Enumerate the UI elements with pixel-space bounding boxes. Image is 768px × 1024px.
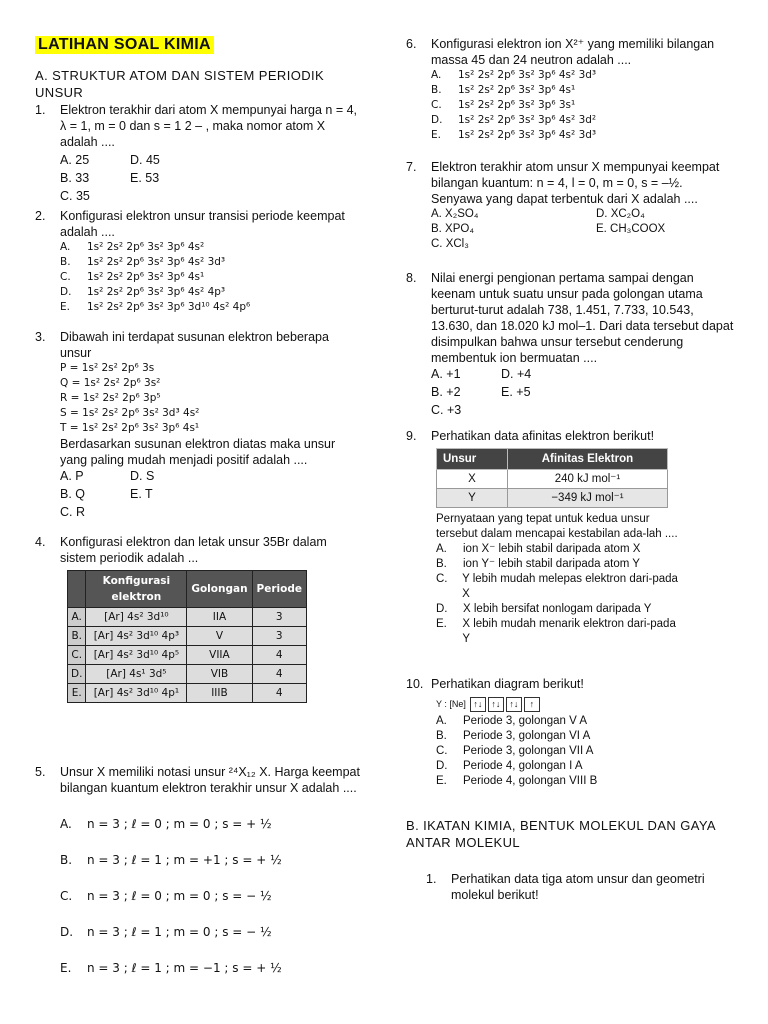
orbital-boxes: [470, 695, 542, 712]
question-number: 4.: [35, 535, 46, 549]
option-key: C.: [436, 745, 448, 757]
option: [60, 888, 272, 904]
option: [60, 255, 360, 270]
option-text: ion Y⁻ lebih stabil daripada atom Y: [463, 558, 640, 570]
table-cell: [Ar] 4s² 3d¹⁰ 4p¹: [86, 684, 187, 703]
table-cell: VIIA: [187, 646, 252, 665]
option: [431, 128, 736, 143]
question-text: Konfigurasi elektron dan letak unsur 35Br dalam sistem periodik adalah ...: [60, 535, 327, 565]
option: E. +5: [501, 385, 531, 399]
option: [60, 960, 282, 976]
table-cell: E.: [68, 684, 86, 703]
question-text: Elektron terakhir atom unsur X mempunyai keempat bilangan kuantum: n = 4, l = 0, m = 0, s = –½. Senyawa yang dapat terbentuk dari X adalah ....: [431, 160, 720, 206]
option-text: n = 3 ; ℓ = 0 ; m = 0 ; s = − ½: [87, 889, 272, 903]
option-key: E.: [60, 301, 70, 313]
table-header: Periode: [252, 571, 306, 608]
question-text: Perhatikan data afinitas elektron berikut!: [431, 429, 655, 443]
option-text: 1s² 2s² 2p⁶ 3s² 3p⁶ 4s² 3d²: [458, 114, 597, 126]
table-cell: V: [187, 627, 252, 646]
option-key: A.: [60, 241, 71, 253]
option-text: X lebih mudah menarik elektron dari-pada Y: [462, 618, 676, 645]
option: A. 25: [60, 153, 90, 167]
table-cell: B.: [68, 627, 86, 646]
option: [436, 729, 736, 744]
option-key: C.: [431, 99, 442, 111]
table-cell: [Ar] 4s² 3d¹⁰ 4p³: [86, 627, 187, 646]
option: C. R: [60, 505, 85, 519]
question-number: 6.: [406, 37, 417, 51]
table-row: [437, 489, 668, 508]
option-key: E.: [436, 775, 447, 787]
section-a-heading: A. STRUKTUR ATOM DAN SISTEM PERIODIK UNSUR: [35, 68, 325, 100]
option: B. XPO₄: [431, 223, 475, 235]
option: C. XCl₃: [431, 238, 469, 250]
option: [436, 572, 681, 602]
question-b1: [426, 871, 731, 903]
option: [60, 270, 360, 285]
option: [596, 237, 736, 252]
option-key: E.: [60, 961, 72, 975]
option: C. +3: [431, 403, 462, 417]
option: [436, 744, 736, 759]
question-7: [406, 159, 736, 252]
option-key: A.: [60, 817, 72, 831]
option: [60, 285, 360, 300]
option-text: 1s² 2s² 2p⁶ 3s² 3p⁶ 4s¹: [458, 84, 576, 96]
table-cell: 3: [252, 608, 306, 627]
option-text: 1s² 2s² 2p⁶ 3s² 3p⁶ 4s² 4p³: [87, 286, 226, 298]
table-cell: 3: [252, 627, 306, 646]
option-key: D.: [60, 286, 72, 298]
option: [501, 402, 571, 418]
option: D. 45: [130, 153, 160, 167]
configs: [60, 361, 360, 436]
orbital-box: ↑↓: [488, 697, 504, 712]
option: B. Q: [60, 487, 86, 501]
table-cell: 240 kJ mol⁻¹: [507, 470, 667, 489]
option: B. +2: [431, 385, 461, 399]
table-cell: Y: [437, 489, 508, 508]
table-row: [68, 646, 307, 665]
table-header: [68, 571, 86, 608]
option: [431, 68, 736, 83]
option-key: A.: [436, 543, 447, 555]
question-number: 9.: [406, 429, 417, 443]
table-cell: D.: [68, 665, 86, 684]
option: C. 35: [60, 189, 90, 203]
question-9: [406, 428, 736, 647]
option-text: 1s² 2s² 2p⁶ 3s² 3p⁶ 3d¹⁰ 4s² 4p⁶: [87, 301, 251, 313]
table-row: [68, 627, 307, 646]
table-cell: 4: [252, 665, 306, 684]
option: E. CH₃COOX: [596, 223, 666, 235]
table-row: [68, 665, 307, 684]
option-key: C.: [60, 271, 71, 283]
question-number: 7.: [406, 160, 417, 174]
option-text: 1s² 2s² 2p⁶ 3s² 3p⁶ 4s² 3d³: [458, 69, 597, 81]
question-8: [406, 270, 736, 418]
options: [436, 714, 736, 789]
option: [60, 924, 272, 940]
option-key: E.: [431, 129, 441, 141]
option-text: 1s² 2s² 2p⁶ 3s² 3p⁶ 4s² 3d³: [87, 256, 226, 268]
option-text: Periode 3, golongan VII A: [463, 745, 594, 757]
table-row: [437, 470, 668, 489]
option-key: D.: [436, 603, 448, 615]
option: [431, 98, 736, 113]
question-2: [35, 208, 360, 315]
question-text: Unsur X memiliki notasi unsur ²⁴X₁₂ X. Harga keempat bilangan kuantum elektron terakhir unsur X adalah ....: [60, 765, 360, 795]
config-table: [67, 570, 307, 703]
option-text: Y lebih mudah melepas elektron dari-pada X: [462, 573, 678, 600]
question-text: Konfigurasi elektron unsur transisi periode keempat adalah ....: [60, 209, 345, 239]
table-header: Afinitas Elektron: [507, 449, 667, 470]
option-text: Periode 4, golongan I A: [463, 760, 583, 772]
option: [431, 113, 736, 128]
option-text: n = 3 ; ℓ = 1 ; m = +1 ; s = + ½: [87, 853, 282, 867]
question-number: 5.: [35, 765, 46, 779]
option: [130, 188, 200, 204]
option-text: Periode 3, golongan VI A: [463, 730, 591, 742]
option-key: B.: [436, 730, 447, 742]
option-key: C.: [60, 889, 73, 903]
option: [60, 816, 272, 832]
option: [60, 300, 360, 315]
option: A. X₂SO₄: [431, 208, 479, 220]
orbital-diagram: [436, 695, 736, 712]
question-4: [35, 534, 360, 703]
option-key: B.: [431, 84, 442, 96]
table-cell: VIB: [187, 665, 252, 684]
option: D. +4: [501, 367, 532, 381]
options: [431, 68, 736, 143]
options: [60, 240, 360, 315]
orbital-box: ↑↓: [506, 697, 522, 712]
option-text: 1s² 2s² 2p⁶ 3s² 3p⁶ 4s² 3d³: [458, 129, 597, 141]
option: [436, 759, 736, 774]
table-row: [68, 608, 307, 627]
options: [431, 207, 736, 252]
option: D. S: [130, 469, 155, 483]
option: [431, 83, 736, 98]
option: T = 1s² 2s² 2p⁶ 3s² 3p⁶ 4s¹: [60, 422, 200, 434]
option: R = 1s² 2s² 2p⁶ 3p⁵: [60, 392, 161, 404]
page-title: LATIHAN SOAL KIMIA: [35, 36, 214, 54]
option-key: E.: [436, 618, 447, 630]
table-header: Unsur: [437, 449, 508, 470]
question-text: Nilai energi pengionan pertama sampai dengan keenam untuk suatu unsur pada golongan utama berturut-turut adalah 738, 1.451, 7.733, 10.543, 13.630, dan 18.020 kJ mol–1. Dari data tersebut dapat disimpulkan bahwa unsur tersebut cenderung membentuk ion bermuatan ....: [431, 271, 734, 365]
table-cell: C.: [68, 646, 86, 665]
question-text-2: Berdasarkan susunan elektron diatas maka unsur yang paling mudah menjadi positif adalah ....: [60, 437, 336, 467]
option: [60, 240, 360, 255]
option: [436, 714, 736, 729]
table-cell: A.: [68, 608, 86, 627]
option: A. P: [60, 469, 84, 483]
table-cell: IIIB: [187, 684, 252, 703]
option-key: D.: [436, 760, 448, 772]
option: P = 1s² 2s² 2p⁶ 3s: [60, 362, 155, 374]
option-key: C.: [436, 573, 448, 585]
option-text: n = 3 ; ℓ = 1 ; m = 0 ; s = − ½: [87, 925, 272, 939]
option: A. +1: [431, 367, 461, 381]
option-text: Periode 4, golongan VIII B: [463, 775, 598, 787]
option-key: A.: [436, 715, 447, 727]
options: [60, 152, 360, 204]
table-header-row: [437, 449, 668, 470]
option: [436, 542, 681, 557]
option-text: n = 3 ; ℓ = 1 ; m = −1 ; s = + ½: [87, 961, 282, 975]
option: B. 33: [60, 171, 90, 185]
option: D. XC₂O₄: [596, 208, 645, 220]
option: [130, 504, 200, 520]
option-text: 1s² 2s² 2p⁶ 3s² 3p⁶ 4s¹: [87, 271, 205, 283]
option: E. 53: [130, 171, 160, 185]
option-text: n = 3 ; ℓ = 0 ; m = 0 ; s = + ½: [87, 817, 272, 831]
table-cell: [Ar] 4s² 3d¹⁰: [86, 608, 187, 627]
question-1: [35, 102, 360, 204]
option-text: 1s² 2s² 2p⁶ 3s² 3p⁶ 4s²: [87, 241, 205, 253]
option: E. T: [130, 487, 153, 501]
question-number: 8.: [406, 271, 417, 285]
option: [436, 557, 681, 572]
affinity-table: [436, 448, 668, 508]
table-header: Golongan: [187, 571, 252, 608]
option-text: X lebih bersifat nonlogam daripada Y: [463, 603, 652, 615]
question-text: Perhatikan data tiga atom unsur dan geometri molekul berikut!: [451, 872, 705, 902]
question-number: 3.: [35, 330, 46, 344]
options: [436, 542, 681, 647]
question-text: Dibawah ini terdapat susunan elektron beberapa unsur: [60, 330, 329, 360]
question-6: [406, 36, 736, 143]
option-text: Periode 3, golongan V A: [463, 715, 588, 727]
option: Q = 1s² 2s² 2p⁶ 3s²: [60, 377, 161, 389]
option: S = 1s² 2s² 2p⁶ 3s² 3d³ 4s²: [60, 407, 200, 419]
option-text: 1s² 2s² 2p⁶ 3s² 3p⁶ 3s¹: [458, 99, 576, 111]
question-number: 1.: [35, 103, 46, 117]
table-cell: 4: [252, 684, 306, 703]
option-key: B.: [436, 558, 447, 570]
table-cell: [Ar] 4s¹ 3d⁵: [86, 665, 187, 684]
orbital-box: ↑↓: [470, 697, 486, 712]
question-10: [406, 676, 736, 789]
option: [60, 852, 282, 868]
question-number: 10.: [406, 677, 424, 691]
table-header-row: [68, 571, 307, 608]
option-key: B.: [60, 853, 73, 867]
option-key: D.: [60, 925, 74, 939]
table-cell: IIA: [187, 608, 252, 627]
section-b-heading: B. IKATAN KIMIA, BENTUK MOLEKUL DAN GAYA ANTAR MOLEKUL: [406, 818, 716, 850]
option-key: A.: [431, 69, 442, 81]
table-header: Konfigurasi elektron: [86, 571, 187, 608]
options: [431, 366, 736, 418]
table-cell: −349 kJ mol⁻¹: [507, 489, 667, 508]
question-text-2: Pernyataan yang tepat untuk kedua unsur tersebut dalam mencapai kestabilan ada-lah ....: [436, 513, 678, 540]
option: [436, 602, 681, 617]
table-row: [68, 684, 307, 703]
question-3: [35, 329, 360, 520]
question-text: Elektron terakhir dari atom X mempunyai harga n = 4, λ = 1, m = 0 dan s = 1 2 – , maka nomor atom X adalah ....: [60, 103, 358, 149]
table-cell: 4: [252, 646, 306, 665]
option-text: ion X⁻ lebih stabil daripada atom X: [463, 543, 641, 555]
option: [436, 617, 681, 647]
option-key: B.: [60, 256, 71, 268]
option: [436, 774, 736, 789]
question-text: Perhatikan diagram berikut!: [431, 677, 584, 691]
question-text: Konfigurasi elektron ion X²⁺ yang memiliki bilangan massa 45 dan 24 neutron adalah ....: [431, 37, 715, 67]
table-cell: X: [437, 470, 508, 489]
question-5: [35, 764, 360, 994]
question-number: 2.: [35, 209, 46, 223]
option-key: D.: [431, 114, 443, 126]
orbital-box: ↑: [524, 697, 540, 712]
options: [60, 468, 360, 520]
question-number: 1.: [426, 872, 437, 886]
table-cell: [Ar] 4s² 3d¹⁰ 4p⁵: [86, 646, 187, 665]
diagram-label: Y : [Ne]: [436, 698, 466, 709]
